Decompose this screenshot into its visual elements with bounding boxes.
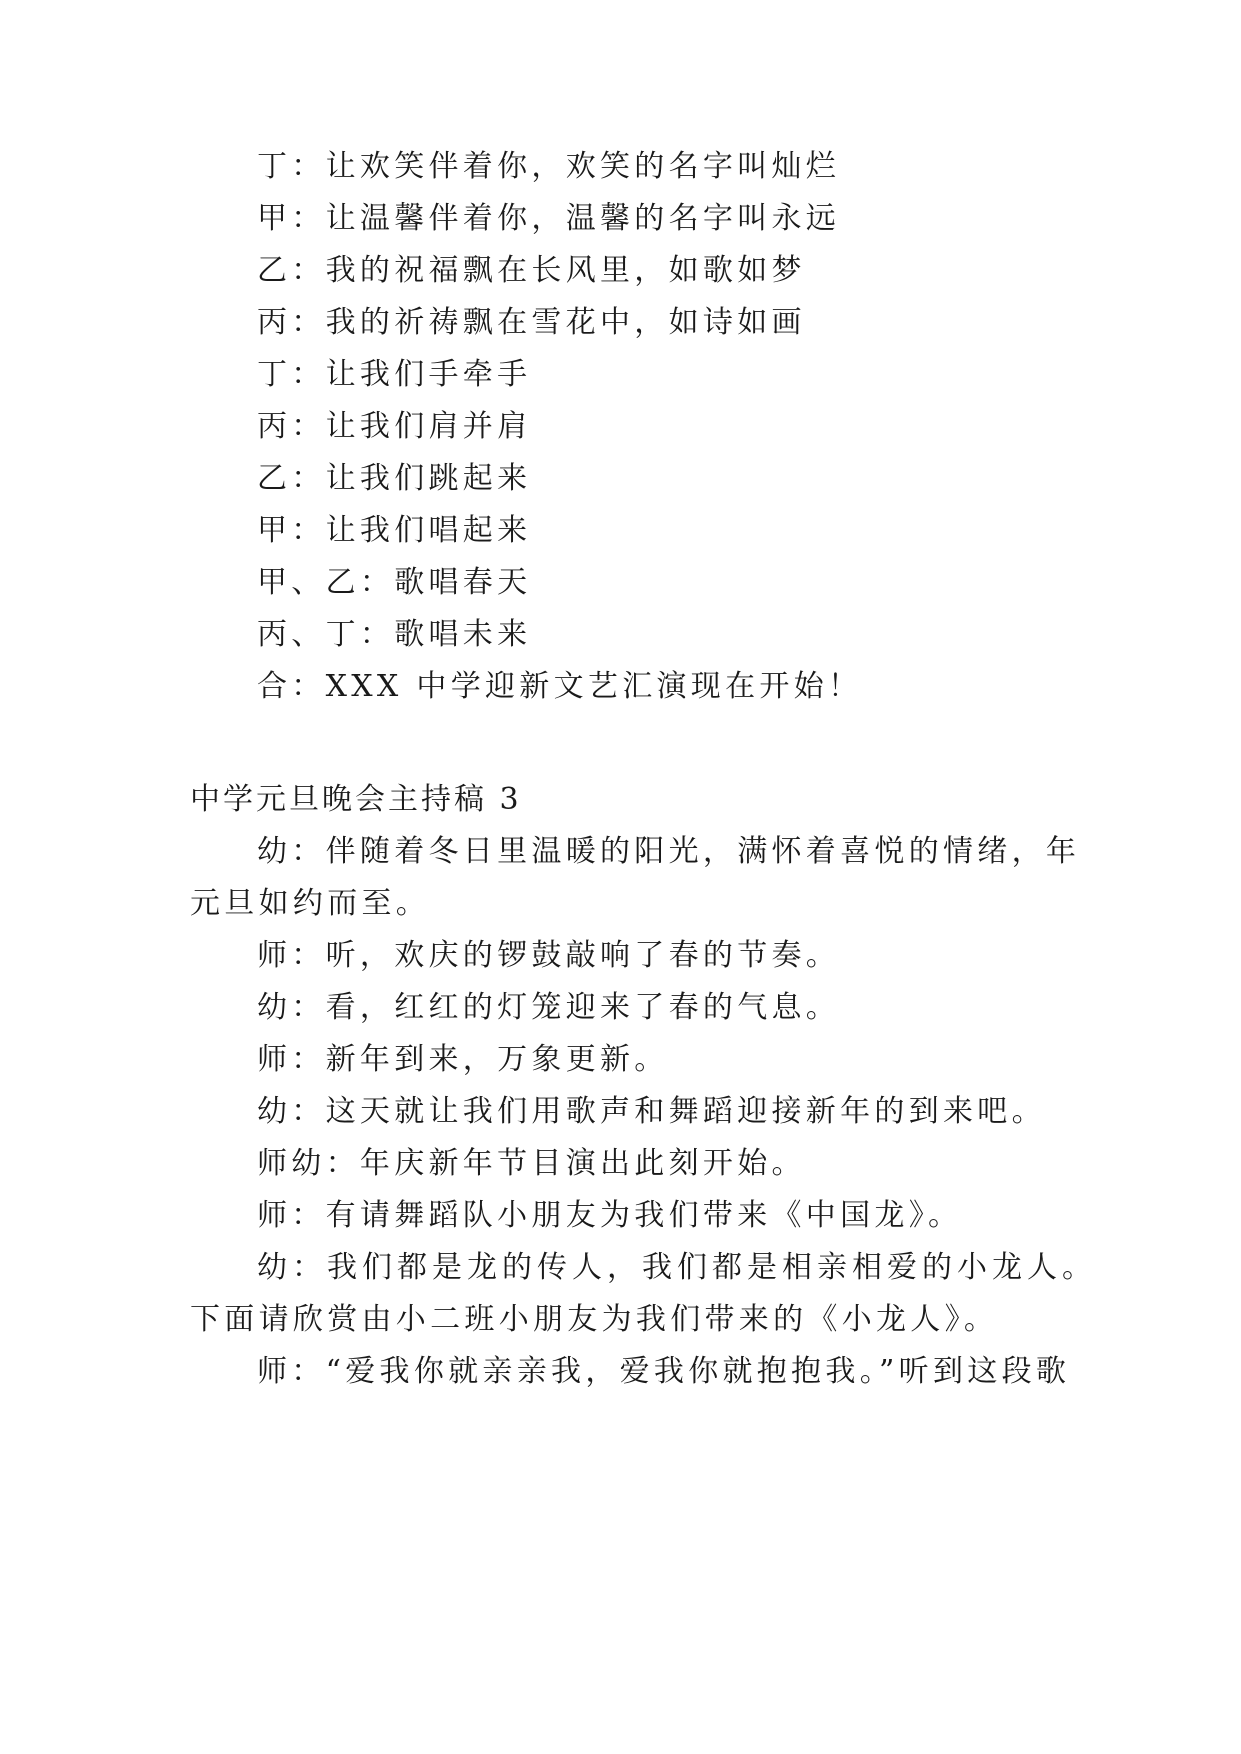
dialogue-line: 丙、丁：歌唱未来 <box>257 617 532 652</box>
section-title: 中学元旦晚会主持稿 3 <box>190 782 522 817</box>
dialogue-line: 幼：伴随着冬日里温暖的阳光，满怀着喜悦的情绪，年 <box>257 834 1081 869</box>
dialogue-line: 丁：让我们手牵手 <box>257 357 532 392</box>
dialogue-line: 幼：我们都是龙的传人，我们都是相亲相爱的小龙人。 <box>257 1250 1097 1285</box>
dialogue-line: 师：听，欢庆的锣鼓敲响了春的节奏。 <box>257 938 841 973</box>
dialogue-line: 丙：我的祈祷飘在雪花中，如诗如画 <box>257 305 806 340</box>
dialogue-line: 乙：让我们跳起来 <box>257 461 532 496</box>
dialogue-line: 幼：看，红红的灯笼迎来了春的气息。 <box>257 990 841 1025</box>
dialogue-line: 甲：让温馨伴着你，温馨的名字叫永远 <box>257 201 841 236</box>
dialogue-line: 甲、乙：歌唱春天 <box>257 565 532 600</box>
dialogue-line: 丙：让我们肩并肩 <box>257 409 532 444</box>
dialogue-line: 师：新年到来，万象更新。 <box>257 1042 669 1077</box>
dialogue-line: 师：有请舞蹈队小朋友为我们带来《中国龙》。 <box>257 1198 963 1233</box>
dialogue-line: 元旦如约而至。 <box>190 886 431 921</box>
dialogue-line: 师：“爱我你就亲亲我，爱我你就抱抱我。”听到这段歌 <box>257 1354 1071 1389</box>
dialogue-line: 丁：让欢笑伴着你，欢笑的名字叫灿烂 <box>257 149 841 184</box>
dialogue-line: 师幼：年庆新年节目演出此刻开始。 <box>257 1146 806 1181</box>
dialogue-line: 乙：我的祝福飘在长风里，如歌如梦 <box>257 253 806 288</box>
dialogue-line: 幼：这天就让我们用歌声和舞蹈迎接新年的到来吧。 <box>257 1094 1046 1129</box>
dialogue-line: 合：XXX 中学迎新文艺汇演现在开始！ <box>257 669 863 704</box>
dialogue-line: 甲：让我们唱起来 <box>257 513 532 548</box>
dialogue-line: 下面请欣赏由小二班小朋友为我们带来的《小龙人》。 <box>190 1302 999 1337</box>
